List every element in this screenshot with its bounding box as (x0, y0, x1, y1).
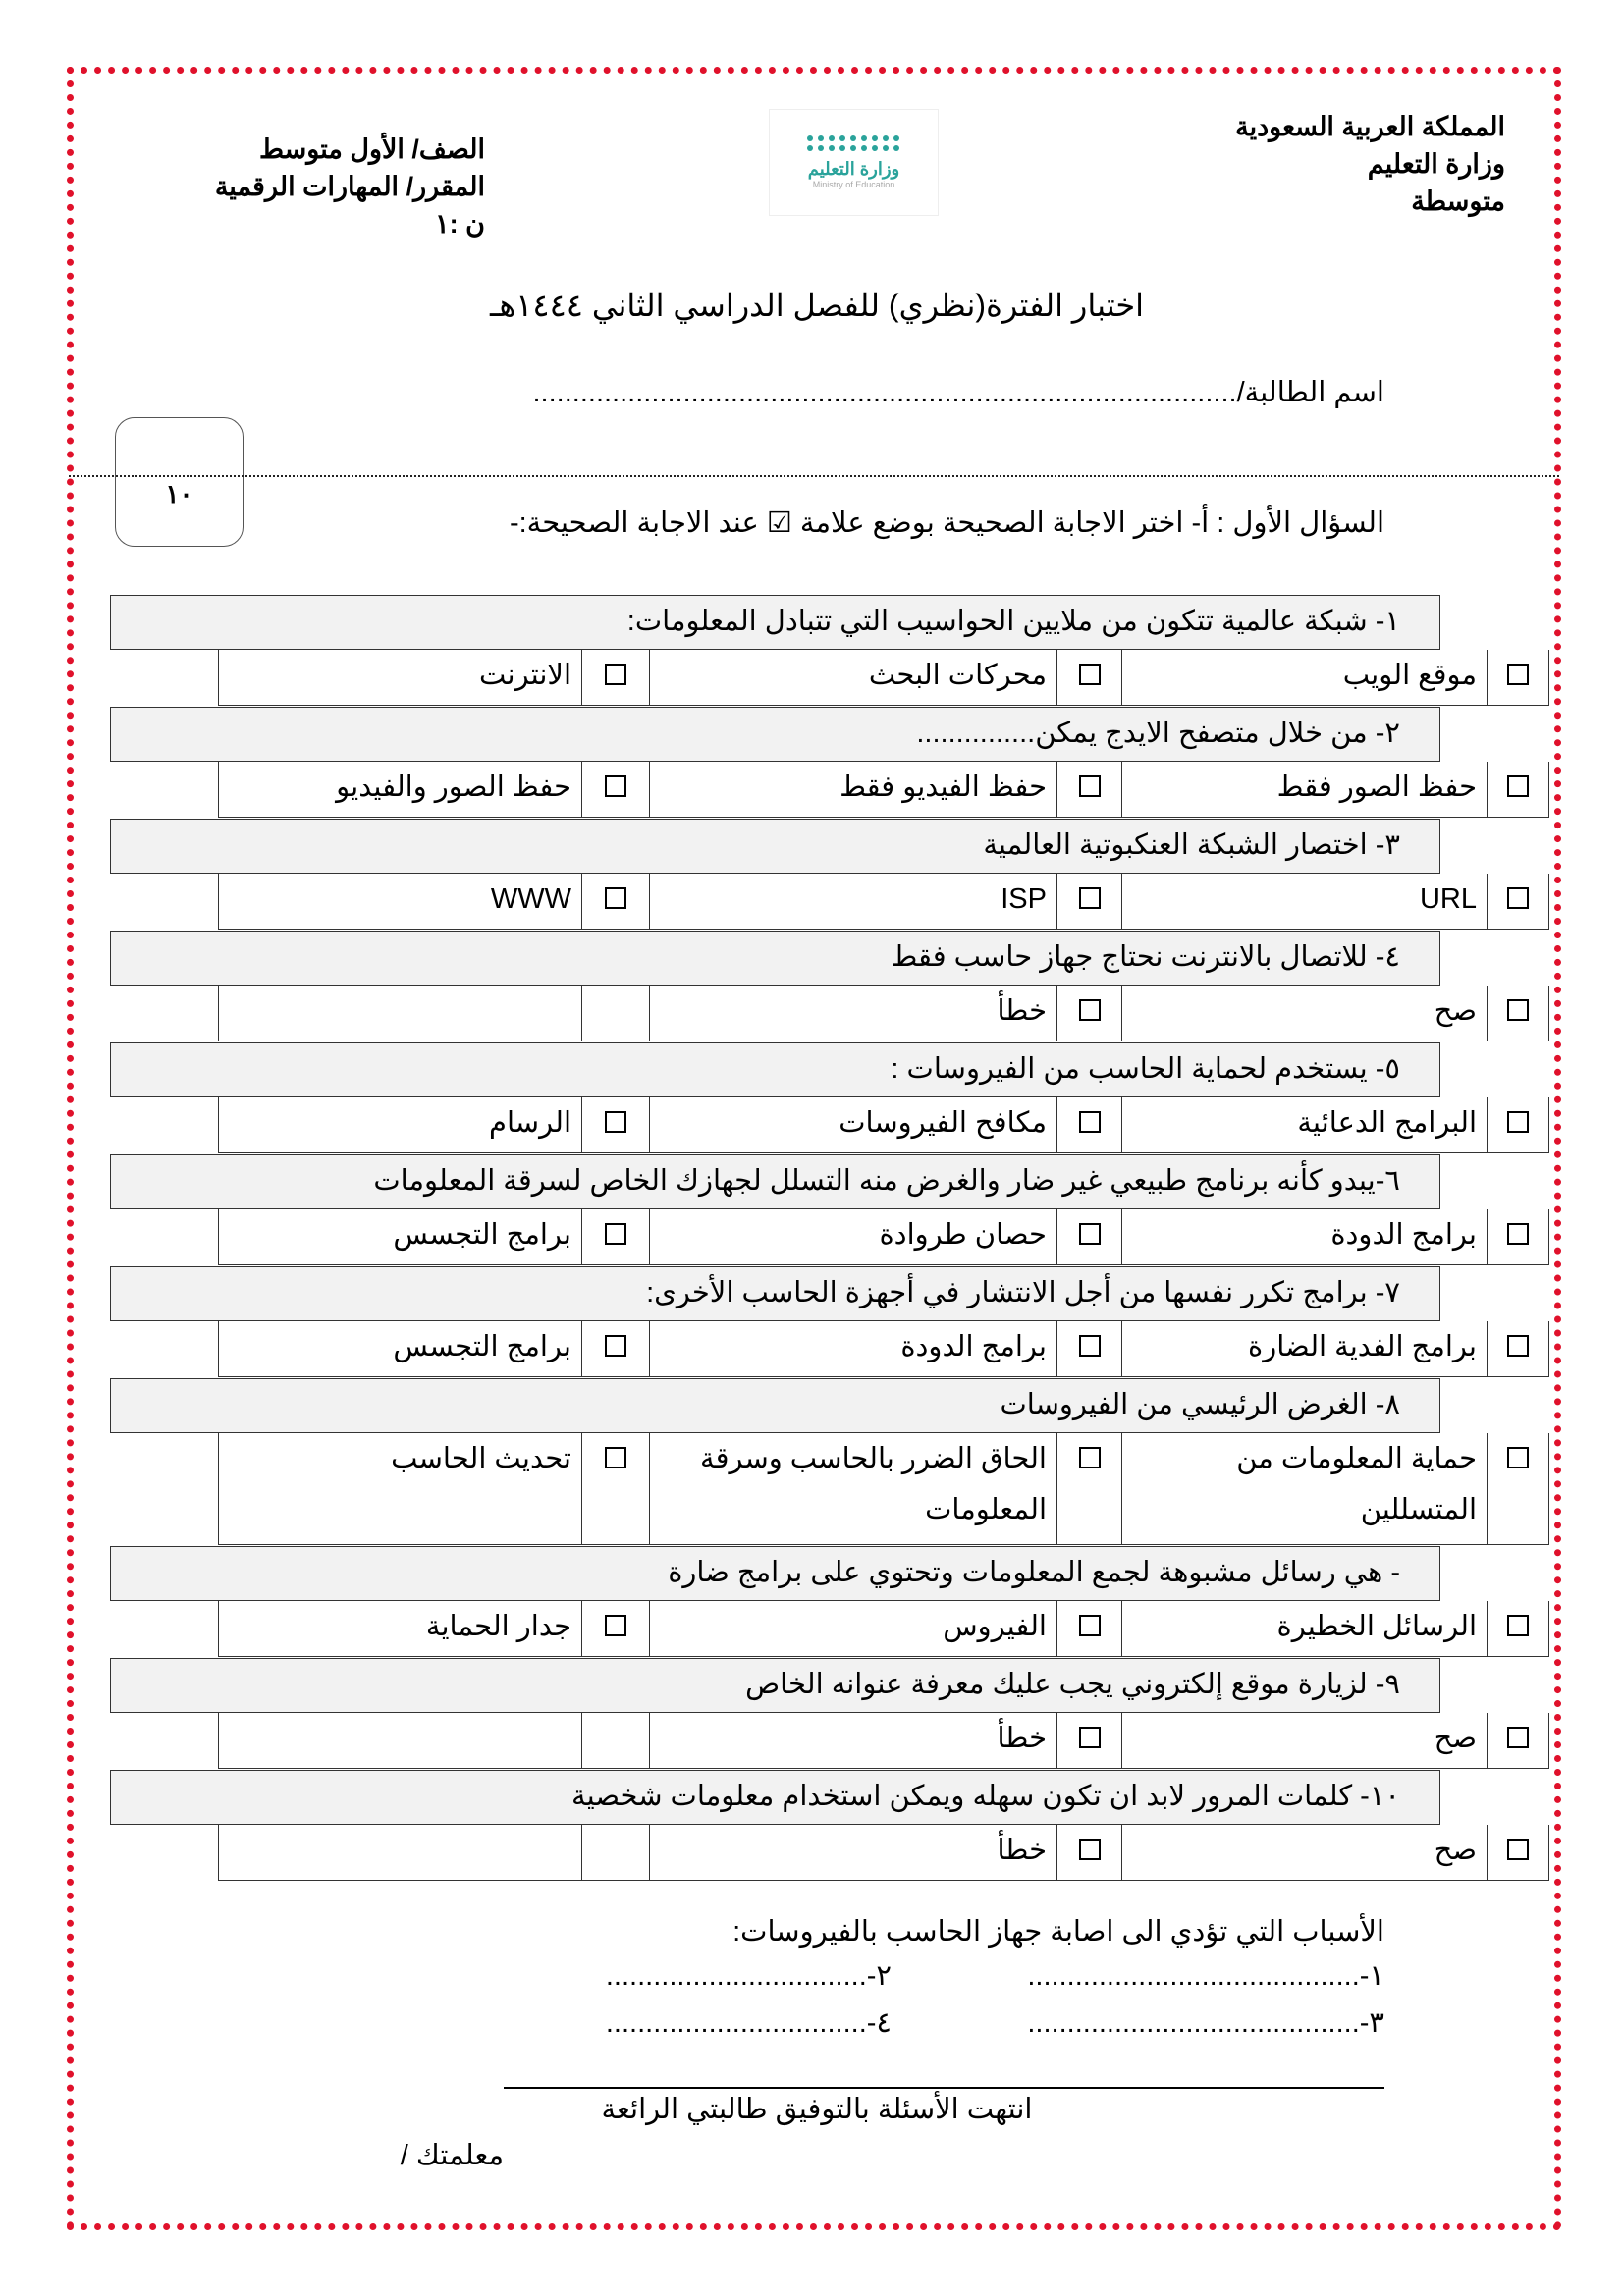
checkbox-icon[interactable] (1507, 1615, 1529, 1636)
checkbox-icon[interactable] (1507, 664, 1529, 685)
option-label: URL (1121, 874, 1487, 929)
grade-label: الصف/ الأول متوسط (259, 134, 485, 164)
option-checkbox-cell[interactable] (581, 1097, 649, 1152)
option-label (217, 1713, 581, 1768)
option-label: برامج الدودة (649, 1321, 1056, 1376)
answer-row (218, 1825, 1549, 1881)
checkbox-icon[interactable] (1507, 1223, 1529, 1245)
question-text: ٧- برامج تكرر نفسها من أجل الانتشار في أجهزة الحاسب الأخرى: (110, 1266, 1440, 1321)
option-checkbox-cell[interactable] (1487, 1321, 1548, 1376)
closing-message: انتهت الأسئلة بالتوفيق طالبتي الرائعة (601, 2094, 1033, 2125)
option-checkbox-cell[interactable] (581, 1433, 649, 1544)
header-left (215, 131, 485, 242)
teacher-signature: معلمتك / (400, 2140, 504, 2171)
checkbox-icon[interactable] (1079, 1335, 1101, 1357)
checkbox-icon[interactable] (605, 1447, 626, 1468)
course-label: المقرر/ المهارات الرقمية (214, 172, 485, 201)
option-checkbox-cell[interactable] (1487, 1601, 1548, 1656)
answer-row (218, 1209, 1549, 1265)
option-label: صح (1121, 986, 1487, 1041)
logo-text-ar: وزارة التعليم (807, 159, 900, 179)
checkbox-icon[interactable] (605, 1223, 626, 1245)
checkbox-icon[interactable] (1079, 775, 1101, 797)
checkbox-icon[interactable] (605, 1111, 626, 1133)
option-label: البرامج الدعائية (1121, 1097, 1487, 1152)
logo-dots-icon (807, 135, 900, 151)
school-label: متوسطة (1411, 187, 1505, 216)
option-checkbox-cell[interactable] (1056, 1097, 1121, 1152)
header-right (1235, 108, 1505, 220)
question-text: ٣- اختصار الشبكة العنكبوتية العالمية (110, 819, 1440, 874)
checkbox-icon[interactable] (605, 775, 626, 797)
reason-line-3[interactable]: ٣-.......................................... (1027, 2007, 1384, 2039)
option-checkbox-cell[interactable] (581, 1601, 649, 1656)
option-checkbox-cell[interactable] (1487, 1825, 1548, 1880)
answer-row (218, 1601, 1549, 1657)
checkbox-icon[interactable] (605, 1335, 626, 1357)
option-label: برامج التجسس (393, 1219, 571, 1251)
option-checkbox-cell[interactable] (1487, 762, 1548, 817)
option-label: حفظ الصور فقط (1121, 762, 1487, 817)
option-label: مكافح الفيروسات (649, 1097, 1056, 1152)
option-label: حفظ الفيديو فقط (649, 762, 1056, 817)
checkbox-icon[interactable] (1079, 1727, 1101, 1748)
checkbox-icon[interactable] (605, 664, 626, 685)
checkbox-icon[interactable] (1079, 1615, 1101, 1636)
option-label: حصان طروادة (649, 1209, 1056, 1264)
question-text: ١- شبكة عالمية تتكون من ملايين الحواسيب التي تتبادل المعلومات: (110, 595, 1440, 650)
question-text: ٦-يبدو كأنه برنامج طبيعي غير ضار والغرض منه التسلل لجهازك الخاص لسرقة المعلومات (110, 1154, 1440, 1209)
option-label: موقع الويب (1121, 650, 1487, 705)
option-checkbox-cell[interactable] (1056, 1321, 1121, 1376)
option-checkbox-cell (581, 986, 649, 1041)
checkbox-icon[interactable] (1079, 1223, 1101, 1245)
option-checkbox-cell[interactable] (1056, 762, 1121, 817)
option-label: الانترنت (479, 660, 571, 691)
checkbox-icon[interactable] (1507, 1447, 1529, 1468)
option-checkbox-cell[interactable] (1487, 1713, 1548, 1768)
version-label: ن :١ (435, 209, 485, 239)
reasons-heading: الأسباب التي تؤدي الى اصابة جهاز الحاسب بالفيروسات: (732, 1916, 1384, 1948)
checkbox-icon[interactable] (1507, 887, 1529, 909)
checkbox-icon[interactable] (1507, 999, 1529, 1021)
answer-row (218, 874, 1549, 930)
question-text: ٩- لزيارة موقع إلكتروني يجب عليك معرفة عنوانه الخاص (110, 1658, 1440, 1713)
question-text: ١٠- كلمات المرور لابد ان تكون سهله ويمكن استخدام معلومات شخصية (110, 1770, 1440, 1825)
answer-row (218, 1321, 1549, 1377)
option-checkbox-cell[interactable] (581, 650, 649, 705)
option-checkbox-cell[interactable] (1487, 986, 1548, 1041)
option-label: خطأ (649, 1825, 1056, 1880)
option-label: صح (1121, 1825, 1487, 1880)
option-checkbox-cell[interactable] (581, 762, 649, 817)
option-label: الرسائل الخطيرة (1121, 1601, 1487, 1656)
option-label: خطأ (649, 1713, 1056, 1768)
question-text: - هي رسائل مشبوهة لجمع المعلومات وتحتوي على برامج ضارة (110, 1546, 1440, 1601)
option-checkbox-cell[interactable] (1487, 874, 1548, 929)
answer-row (218, 1713, 1549, 1769)
option-checkbox-cell[interactable] (1056, 1601, 1121, 1656)
option-checkbox-cell[interactable] (1056, 650, 1121, 705)
checkbox-icon[interactable] (1507, 1111, 1529, 1133)
question-text: ٤- للاتصال بالانترنت نحتاج جهاز حاسب فقط (110, 931, 1440, 986)
student-name-field[interactable]: اسم الطالبة/......................................................................................... (532, 377, 1384, 408)
option-label: محركات البحث (649, 650, 1056, 705)
option-label: برامج الفدية الضارة (1121, 1321, 1487, 1376)
checkbox-icon[interactable] (1079, 664, 1101, 685)
answer-row (218, 762, 1549, 818)
option-label: برامج التجسس (393, 1331, 571, 1362)
option-label: برامج الدودة (1121, 1209, 1487, 1264)
option-label: ISP (649, 874, 1056, 929)
option-checkbox-cell[interactable] (1056, 1433, 1121, 1544)
option-label: تحديث الحاسب (391, 1443, 571, 1474)
option-checkbox-cell (581, 1825, 649, 1880)
reason-line-2[interactable]: ٢-................................. (605, 1960, 892, 1992)
answer-row (218, 650, 1549, 706)
option-label (217, 986, 581, 1041)
exam-title: اختبار الفترة(نظري) للفصل الدراسي الثاني ١٤٤٤هـ (489, 288, 1145, 323)
option-label: الفيروس (649, 1601, 1056, 1656)
option-checkbox-cell[interactable] (581, 1321, 649, 1376)
option-label: حفظ الصور والفيديو (336, 772, 571, 803)
reason-line-1[interactable]: ١-.......................................... (1027, 1960, 1384, 1992)
option-checkbox-cell[interactable] (1056, 1209, 1121, 1264)
checkbox-icon[interactable] (1079, 887, 1101, 909)
option-label: صح (1121, 1713, 1487, 1768)
option-label: WWW (490, 883, 571, 915)
country-label: المملكة العربية السعودية (1235, 112, 1505, 141)
checkbox-icon[interactable] (1507, 1335, 1529, 1357)
option-label (217, 1825, 581, 1880)
answer-row (218, 1433, 1549, 1545)
divider-line (69, 475, 1559, 477)
closing-divider (504, 2087, 1384, 2089)
option-checkbox-cell[interactable] (1056, 874, 1121, 929)
checkbox-icon[interactable] (1079, 999, 1101, 1021)
checkbox-icon[interactable] (605, 1615, 626, 1636)
option-checkbox-cell[interactable] (581, 1209, 649, 1264)
option-label: خطأ (649, 986, 1056, 1041)
option-label: جدار الحماية (425, 1611, 571, 1642)
option-checkbox-cell[interactable] (1487, 1209, 1548, 1264)
answer-row (218, 986, 1549, 1041)
logo-text-en: Ministry of Education (812, 180, 895, 189)
option-checkbox-cell[interactable] (1487, 650, 1548, 705)
question-text: ٢- من خلال متصفح الايدج يمكن............... (110, 707, 1440, 762)
checkbox-icon[interactable] (1079, 1111, 1101, 1133)
section-instruction: السؤال الأول : أ- اختر الاجابة الصحيحة بوضع علامة ☑ عند الاجابة الصحيحة:- (509, 507, 1384, 539)
option-checkbox-cell[interactable] (1487, 1097, 1548, 1152)
answer-row (218, 1097, 1549, 1153)
option-checkbox-cell[interactable] (1056, 1713, 1121, 1768)
option-checkbox-cell[interactable] (1487, 1433, 1548, 1544)
option-label: الحاق الضرر بالحاسب وسرقة المعلومات (649, 1433, 1056, 1544)
checkbox-icon[interactable] (1079, 1447, 1101, 1468)
option-checkbox-cell[interactable] (581, 874, 649, 929)
option-label: حماية المعلومات من المتسللين (1121, 1433, 1487, 1544)
question-text: ٨- الغرض الرئيسي من الفيروسات (110, 1378, 1440, 1433)
option-checkbox-cell[interactable] (1056, 986, 1121, 1041)
option-checkbox-cell[interactable] (1056, 1825, 1121, 1880)
score-value: ١٠ (165, 479, 193, 508)
checkbox-icon[interactable] (1507, 1839, 1529, 1860)
checkbox-icon[interactable] (605, 887, 626, 909)
score-box (115, 417, 244, 547)
checkbox-icon[interactable] (1507, 775, 1529, 797)
question-text: ٥- يستخدم لحماية الحاسب من الفيروسات : (110, 1042, 1440, 1097)
option-label: الرسام (489, 1107, 571, 1139)
checkbox-icon[interactable] (1079, 1839, 1101, 1860)
reason-line-4[interactable]: ٤-................................. (605, 2007, 892, 2039)
checkbox-icon[interactable] (1507, 1727, 1529, 1748)
ministry-label: وزارة التعليم (1367, 149, 1505, 179)
ministry-logo (769, 109, 939, 216)
option-checkbox-cell (581, 1713, 649, 1768)
